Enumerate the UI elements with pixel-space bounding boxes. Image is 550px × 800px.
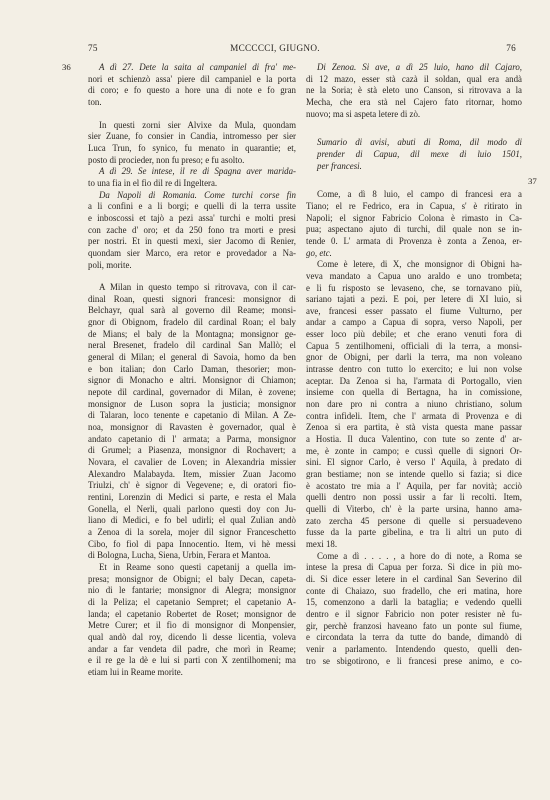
running-header	[0, 43, 550, 57]
paragraph-gap	[88, 109, 296, 120]
text-line: nio di le fantarie; monsignor di Alegra; monsignor	[88, 585, 296, 596]
text-line: di coro; e fo questo a hore una di note e fo gran	[88, 85, 296, 96]
text-line: è acostato tre mia a l' Aquila, per far novità; acciò	[306, 480, 522, 491]
text-line: venir a parlamento. Intendendo questo, quelli den-	[306, 643, 522, 654]
text-line: sariano tajati a pezi. E poi, per letere di XI luio, si	[306, 294, 522, 305]
text-line: general di Milan; el general di Savoia, homo da ben	[88, 352, 296, 363]
right-text-column	[306, 62, 522, 667]
text-line: insieme con quella di Bertagna, ha in comissione,	[306, 387, 522, 398]
text-line: Alexandro Malabayda. Item, missier Zuan Jacomo	[88, 468, 296, 479]
text-line: e bon italian; don Carlo Daman, thesorier; mon-	[88, 363, 296, 374]
text-line: contra infideli. Item, che l' armata di Provenza e di	[306, 410, 522, 421]
text-line: Come a dì . . . . , a hore do di note, a Roma se	[317, 550, 522, 561]
text-line: di 12 mazo, esser stà cazà il soldan, qual era andà	[306, 73, 522, 84]
text-line: tro se sbigotirono, e li francesi prese animo, e co-	[306, 655, 522, 666]
text-line: Belchayr, qual sarà al governo dil Reame; monsi-	[88, 305, 296, 316]
text-line: A dì 29. Se intese, il re di Spagna aver marida-	[99, 166, 296, 177]
paragraph-gap	[306, 172, 522, 189]
text-line: gnor di Obignom, fradelo dil cardinal Roan; el baly	[88, 317, 296, 328]
text-line: di. Si dice esser letere in el cardinal San Severino dil	[306, 573, 522, 584]
text-line: Sumario di avisi, abuti di Roma, dil modo di	[317, 137, 522, 148]
text-line: a li confini e a li borgi; e quelli di la terra ussite	[88, 201, 296, 212]
text-line: neral Bresenet, fradelo dil cardinal San Mallò; el	[88, 340, 296, 351]
text-line: landa; el capetanio Robertet de Roset; monsignor de	[88, 608, 296, 619]
text-line: rentini, Lorenzin di Medici si parte, e resta el Mala	[88, 491, 296, 502]
text-line: gir, perchè franzosi haveano fato un ponte sul fiume,	[306, 620, 522, 631]
text-line: a Zenoa di la sorela, mojer dil signor Franceschetto	[88, 526, 296, 537]
text-line: poli, morite.	[88, 259, 132, 270]
text-line: veva mandato a Capua uno araldo e uno trombeta;	[306, 270, 522, 281]
text-line: ne la Soria; è stà eleto uno Canson, si ritrovava a la	[306, 85, 522, 96]
text-line: quondam sier Marco, era retor e provedador a Na-	[88, 247, 296, 258]
text-line: nepote dil cardinal, governador di Milan, è zovene;	[88, 387, 296, 398]
text-line: Di Zenoa. Si ave, a dì 25 luio, hano dil Cajaro,	[317, 62, 522, 72]
text-line: de Mians; el baly de la Montagna; monsignor ge-	[88, 328, 296, 339]
text-line: andar a far vendeta dil padre, che morì in Reame;	[88, 643, 296, 654]
text-line: Cibo, fo fiol di papa Innocentio. Item, vi hè messi	[88, 538, 296, 549]
text-line: andar a campo a Capua di sopra, verso Napoli, per	[306, 317, 522, 328]
text-line: di Talaran, loco tenente e capetanio di Milan. A Ze-	[88, 410, 296, 421]
text-line: e circondata la terra da tutte do bande, dimandò di	[306, 632, 522, 643]
text-line: monsignor de Luson sopra la justicia; monsignor	[88, 398, 296, 409]
text-line: nuovo; ma si aspeta letere di zò.	[306, 108, 421, 119]
text-line: di Bologna, Lucha, Siena, Urbin, Ferara et Mantoa.	[88, 550, 271, 561]
text-line: Gonella, el Nerli, quali parlono questi doy con Ju-	[88, 503, 296, 514]
text-line: tende 0. L' armata di Provenza è zonta a Zenoa, er-	[306, 235, 522, 246]
text-line: sini. El signor Carlo, è verso l' Aquila, à predato di	[306, 457, 522, 468]
text-line: quelli di Viterbo, ch' è la parte ursina, hanno ama-	[306, 503, 522, 514]
text-line: andato capetanio di l' armata; a Parma, monsignor	[88, 433, 296, 444]
text-line: mexi 18.	[306, 538, 338, 549]
text-line: Zenoa si era partita, è stà vista questa mane passar	[306, 422, 522, 433]
text-line: Tiano; el re Fedrico, era in Capua, s' è ritirato in	[306, 200, 522, 211]
page-number-right: 76	[506, 43, 516, 53]
text-line: prender di Capua, dil mexe di luio 1501,	[317, 148, 522, 159]
text-line: dinal Roan, questi signori francesi: monsignor di	[88, 293, 296, 304]
text-line: Luca Trun, fo synico, fu menato in quarantie; et,	[88, 142, 296, 153]
text-line: Capua 5 zentilhomeni, officiali di la terra, a monsi-	[306, 340, 522, 351]
text-line: pua; aspectano ajuto di turchi, dil quale non se in-	[306, 224, 522, 235]
text-line: Mecha, che era stà nel Cajero fato ritornar, homo	[306, 96, 522, 107]
text-line: to una fia in el fio dil re di Ingeltera.	[88, 177, 218, 188]
text-line: nori et schienzò assa' piere dil campaniel e la porta	[88, 73, 296, 84]
text-line: sier Zuane, fo consier in Candia, intromesso per sier	[88, 131, 296, 142]
text-line: intrasse dentro con tutto lo exercito; e lui non volse	[306, 364, 522, 375]
text-line: presa; monsignor de Obigni; el baly Decan, capeta-	[88, 573, 296, 584]
text-line: go, etc.	[306, 247, 332, 258]
text-line: gnor de Obigni, per darli la terra, ma non voleano	[306, 352, 522, 363]
text-line: Come è letere, di X, che monsignor di Obigni ha-	[317, 259, 522, 270]
text-line: liano di Medici, e fo bel udirli; el qual Zulian andò	[88, 515, 296, 526]
text-line: per nostri. Et in questi mexi, sier Jacomo di Renier,	[88, 236, 296, 247]
text-line: Metre Curer; et il fio di monsignor di Monpensier,	[88, 620, 296, 631]
text-line: conte di Chaiazo, suo fradello, che eri matina, hore	[306, 585, 522, 596]
text-line: di la Peliza; el capetanio Sempret; el capetanio A-	[88, 596, 296, 607]
text-line: quelli dentro non possi ussir a far li recolti. Item,	[306, 492, 522, 503]
text-line: per francesi.	[317, 160, 362, 171]
text-line: esser loco più debile; et che erano venuti fora di	[306, 329, 522, 340]
text-line: qual andò dal roy, dicendo li desse licentia, voleva	[88, 631, 296, 642]
paragraph-gap	[306, 120, 522, 137]
running-title: MCCCCCI, GIUGNO.	[230, 43, 320, 53]
page-number-left: 75	[88, 43, 98, 53]
text-line: Novara, el cavalier de Loven; in Alexandria missier	[88, 457, 296, 467]
text-line: dentro e il signor Fabricio non poter resister nè fu-	[306, 608, 522, 619]
paragraph-gap	[88, 271, 296, 282]
text-line: A Milan in questo tempo si ritrovava, con il car-	[99, 282, 296, 293]
margin-column-number-37: 37	[528, 176, 537, 186]
text-line: posto di procieder, non fu preso; e fu asolto.	[88, 154, 245, 165]
text-line: 15, comenzono a darli la bataglia; e vedendo quelli	[306, 597, 522, 608]
text-line: con zache d' oro; et da 250 fono tra morti e presi	[88, 224, 296, 235]
text-line: intese la presa di Capua per forza. Si dice in più mo-	[306, 562, 522, 573]
margin-column-number-36: 36	[62, 62, 71, 72]
text-line: ave, francesi esser passato el fiume Vulturno, per	[306, 305, 522, 316]
text-line: fusse da la parte gibelina, e tra li altri un puto di	[306, 527, 522, 538]
text-line: aceptar. Da Zenoa si ha, l'armata di Portogallo, vien	[306, 375, 522, 386]
text-line: A dì 27. Dete la saita al campaniel di fra' me-	[99, 62, 296, 72]
text-line: Triulzi, ch' è signor di Vegevene; e, di oratori fio-	[88, 480, 296, 491]
text-line: non dare pro ni contra a niuno christiano, solum	[306, 399, 522, 410]
text-line: Et in Reame sono questi capetanij a quella im-	[99, 561, 296, 572]
text-line: e li fu risposto se levaseno, che, se tornavano più,	[306, 282, 522, 293]
text-line: In questi zorni sier Alvixe da Mula, quondam	[99, 119, 296, 130]
text-line: zato zercha 45 persone di quelle si persuadeveno	[306, 515, 522, 526]
text-line: noa, monsignor di Ravasten è governador, qual è	[88, 422, 296, 433]
text-line: etiam lui in Reame morite.	[88, 666, 183, 677]
text-line: Napoli; el signor Fabricio Colona è rimasto in Ca-	[306, 212, 522, 223]
text-line: e il re ge la dè e lui si parti con X zentilhomeni; ma	[88, 655, 296, 666]
text-line: a Hostia. Il duca Valentino, con tute so zente d' ar-	[306, 434, 522, 445]
text-line: me, è zonte in campo; e cussì quelle di signori Or-	[306, 445, 522, 456]
text-line: e inboscossi et tajò a pezi assa' turchi e molti presi	[88, 212, 296, 223]
text-line: gran bestiame; non se intende quello si fazia; si dice	[306, 469, 522, 479]
text-line: Da Napoli di Romania. Come turchi corse fin	[99, 189, 296, 200]
text-line: di Grumel; a Piasenza, monsignor di Rochavert; a	[88, 445, 296, 456]
text-line: ton.	[88, 96, 102, 107]
left-text-column	[88, 62, 296, 678]
text-line: Come, a dì 8 luio, el campo di francesi era a	[317, 189, 522, 200]
text-line: signor di Monacho e altri. Monsignor di Chiamon;	[88, 375, 296, 386]
